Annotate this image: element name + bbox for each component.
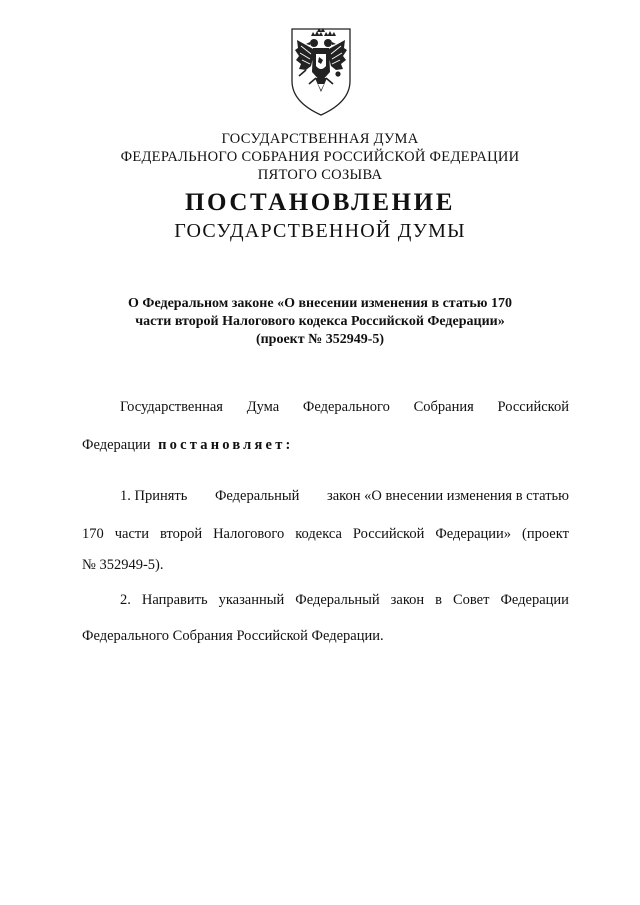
org-line-2: ФЕДЕРАЛЬНОГО СОБРАНИЯ РОССИЙСКОЙ ФЕДЕРАЦИИ [120, 149, 520, 165]
preamble-word: Дума [246, 399, 280, 415]
preamble-start: Федерации [82, 437, 151, 453]
item-1-word: 170 [82, 526, 104, 542]
document-subtitle: ГОСУДАРСТВЕННОЙ ДУМЫ [174, 220, 466, 242]
item-2-word: в [435, 592, 442, 608]
item-1-line-1 [120, 487, 569, 505]
item-2-word: указанный [218, 592, 285, 608]
preamble-word: Российской [497, 399, 569, 415]
preamble-line-1 [120, 398, 569, 416]
item-2-line-1 [120, 591, 569, 609]
item-2-line-2: Федерального Собрания Российской Федерации. [82, 628, 384, 644]
resolution-action: постановляет: [158, 437, 294, 453]
item-1-word: (проект [522, 526, 569, 542]
item-1-word: части [114, 526, 149, 542]
preamble-word: Государственная [120, 399, 223, 415]
item-1-word: Российской [352, 526, 425, 542]
subject-line-3: (проект № 352949-5) [255, 332, 385, 347]
item-2-word: Направить [141, 592, 208, 608]
item-1-word: 1. Принять [120, 488, 188, 504]
item-1-word: второй [159, 526, 203, 542]
item-1-word: закон «О внесении изменения в статью [327, 488, 569, 504]
preamble-line-2 [82, 436, 569, 454]
item-2-word: 2. [120, 592, 131, 608]
item-2-word: Федеральный [295, 592, 380, 608]
document-type-heading: ПОСТАНОВЛЕНИЕ [184, 189, 456, 216]
coat-of-arms-emblem [289, 26, 353, 118]
item-1-line-2 [82, 525, 569, 543]
preamble-word: Собрания [413, 399, 474, 415]
item-1-word: кодекса [295, 526, 342, 542]
org-line-3: ПЯТОГО СОЗЫВА [257, 167, 383, 183]
item-2-word: закон [390, 592, 425, 608]
item-1-word: Федерации» [435, 526, 512, 542]
preamble-word: Федерального [302, 399, 390, 415]
item-1-word: Федеральный [214, 488, 300, 504]
item-2-word: Федерации [500, 592, 569, 608]
subject-line-2: части второй Налогового кодекса Российской Федерации» [135, 314, 505, 329]
item-1-word: Налогового [213, 526, 285, 542]
subject-line-1: О Федеральном законе «О внесении изменения в статью 170 [128, 296, 512, 311]
org-line-1: ГОСУДАРСТВЕННАЯ ДУМА [221, 131, 419, 147]
item-2-word: Совет [452, 592, 490, 608]
item-1-line-3: № 352949-5). [82, 557, 164, 573]
